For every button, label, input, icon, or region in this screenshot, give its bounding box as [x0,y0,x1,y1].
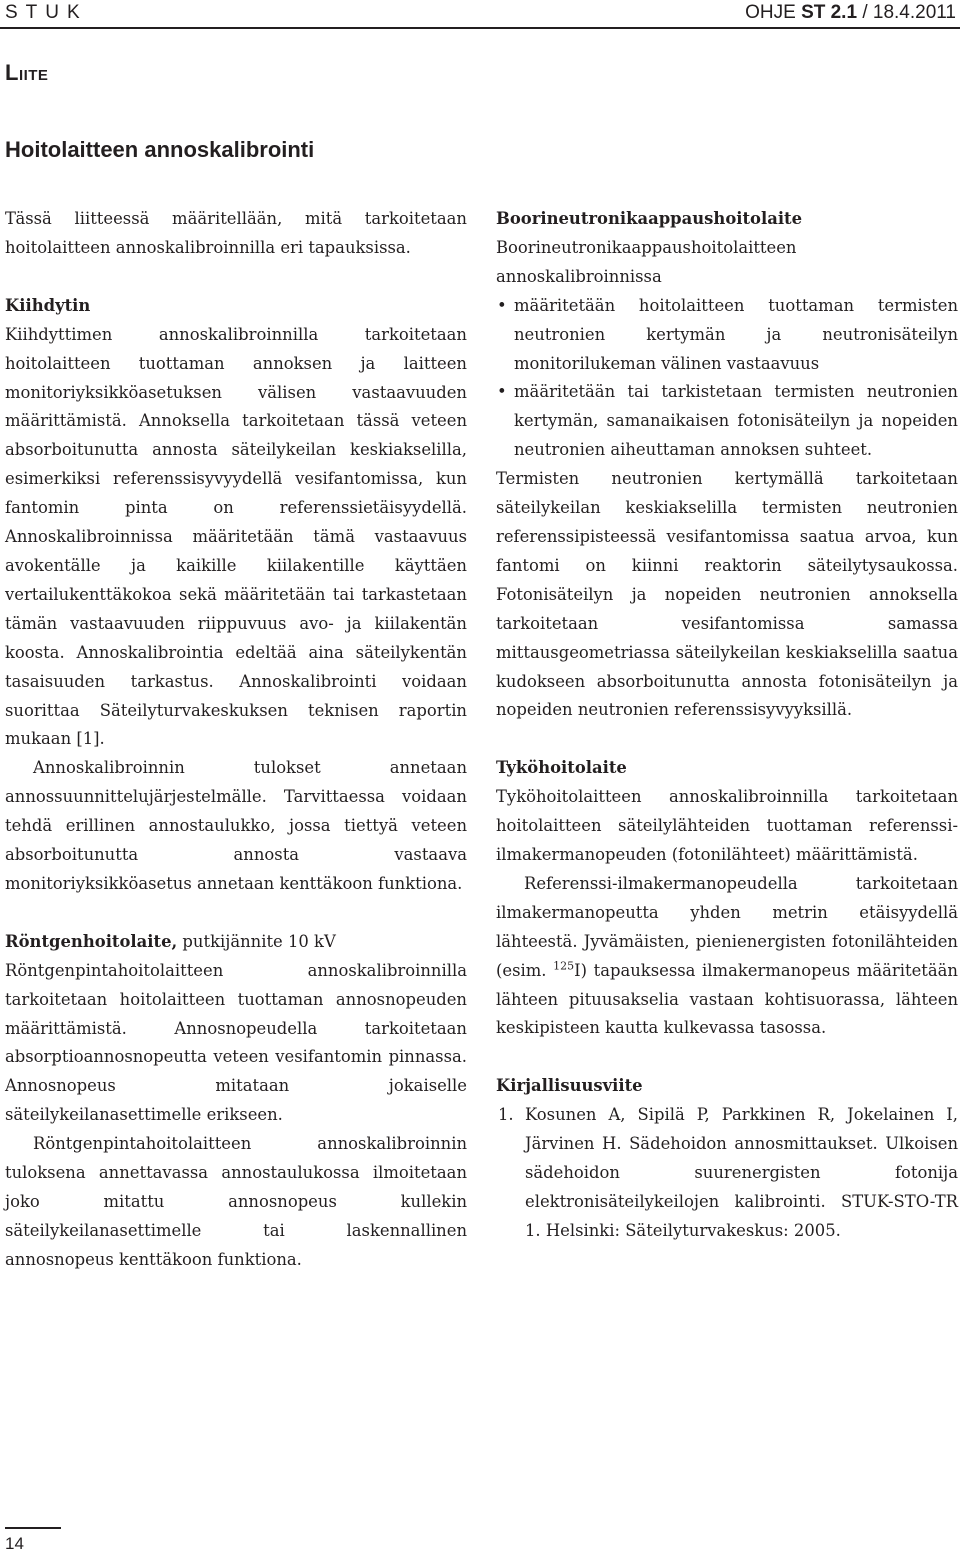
footer-rule [5,1527,61,1529]
intro-paragraph: Tässä liitteessä määritellään, mitä tarkoitetaan hoitolaitteen annoskalibroinnilla eri tapauksissa. [5,209,467,257]
header-rule [0,27,960,29]
reference-item [496,1101,958,1246]
references-heading: Kirjallisuusviite [496,1076,643,1096]
rontgen-paragraph-2: Röntgenpintahoitolaitteen annoskalibroinnin tuloksena annettavassa annostaulukossa ilmoitetaan joko mitattu annosnopeus kullekin säteilykeilanasettimelle tai laskennallinen annosnopeus kenttäkoon funktiona. [5,1134,467,1269]
guide-date: / 18.4.2011 [857,2,956,23]
guide-reference [745,2,956,24]
rontgen-heading-rest: putkijännite 10 kV [177,931,336,951]
reference-list [496,1101,958,1246]
rontgen-heading-bold: Röntgenhoitolaite, [5,931,178,951]
appendix-label: Liite [5,60,49,85]
boori-lead: Boorineutronikaappaushoitolaitteen annoskalibroinnissa [496,237,797,286]
kiihdytin-heading: Kiihdytin [5,295,91,315]
boori-bullet-list [496,292,958,465]
stuk-brand: STUK [5,2,88,23]
tyko-paragraph-2-start: Referenssi-ilmakermanopeudella tarkoitetaan ilmakermanopeutta yhden metrin etäisyydellä lähteestä. Jyvämäisten, pienienergisten fotonilähteiden (esim. [496,873,958,980]
reference-number: 1. [498,1105,514,1125]
page-title: Hoitolaitteen annoskalibrointi [5,137,315,162]
boori-heading: Boorineutronikaappaushoitolaite [496,209,803,228]
right-column [496,205,958,1246]
kiihdytin-paragraph-1: Kiihdyttimen annoskalibroinnilla tarkoitetaan hoitolaitteen tuottaman annoksen ja laitteen monitoriyksikköasetuksen välisen vastaavuuden määrittämistä. Annoksella tarkoitetaan tässä veteen absorboitunutta annosta säteilykeilan keskiakselilla, esimerkiksi referenssisyvyydellä vesifantomissa, kun fantomin pinta on referenssietäisyydellä. Annoskalibroinnissa määritetään tämä vastaavuus avokentälle ja kaikille kiilakentille käyttäen vertailukenttäkokoa sekä määritetään tai tarkastetaan tämän vastaavuuden riippuvuus avo- ja kiilakentän koosta. Annoskalibrointia edeltää aina säteilykentän tasaisuuden tarkastus. Annoskalibrointi voidaan suorittaa Säteilyturvakeskuksen teknisen raportin mukaan [1]. [5,324,467,749]
tyko-heading: Tyköhoitolaite [496,758,627,778]
rontgen-heading [5,928,467,957]
tyko-paragraph-2-end: I) tapauksessa ilmakermanopeus määritetään lähteen pituusakselia vastaan kohtisuorassa, lähteen keskipisteen kautta kulkevassa tasossa. [496,960,958,1038]
boori-paragraph: Termisten neutronien kertymällä tarkoitetaan säteilykeilan keskiakselilla termisten neutronien referenssipisteessä vesifantomissa saatua arvoa, kun fantomi on kiinni reaktorin säteilytysaukossa. Fotonisäteilyn ja nopeiden neutronien annoksella tarkoitetaan vesifantomissa samassa mittausgeometriassa säteilykeilan keskiakselilla saatua kudokseen absorboitunutta annosta fotonisäteilyn ja nopeiden neutronien referenssisyvyyksillä. [496,469,958,720]
isotope-mass-number: 125 [553,959,575,973]
tyko-paragraph-1: Tyköhoitolaitteen annoskalibroinnilla tarkoitetaan hoitolaitteen säteilylähteiden tuottaman referenssi-ilmakermanopeuden (fotonilähteet) määrittämistä. [496,787,958,865]
page-header [0,0,960,26]
list-item: • määritetään hoitolaitteen tuottaman termisten neutronien kertymän ja neutronisäteilyn monitorilukeman välinen vastaavuus [496,292,958,379]
left-column [5,205,467,1275]
rontgen-paragraph-1: Röntgenpintahoitolaitteen annoskalibroinnilla tarkoitetaan hoitolaitteen tuottaman annosnopeuden määrittämistä. Annosnopeudella tarkoitetaan absorptioannosnopeutta veteen vesifantomin pinnassa. Annosnopeus mitataan jokaiselle säteilykeilanasettimelle erikseen. [5,960,467,1125]
list-item: • määritetään tai tarkistetaan termisten neutronien kertymän, samanaikaisen fotonisäteilyn ja nopeiden neutronien aiheuttaman annoksen suhteet. [496,378,958,465]
page-number: 14 [5,1534,24,1553]
guide-prefix: OHJE [745,2,802,23]
reference-text: Kosunen A, Sipilä P, Parkkinen R, Jokelainen I, Järvinen H. Sädehoidon annosmittaukset. Ulkoisen sädehoidon suurenergisten fotonija elektronisäteilykeilojen kalibrointi. STUK-STO-TR 1. Helsinki: Säteilyturvakeskus: 2005. [525,1105,958,1240]
guide-code: ST 2.1 [801,2,858,23]
tyko-paragraph-2 [496,870,958,1043]
kiihdytin-paragraph-2: Annoskalibroinnin tulokset annetaan annossuunnittelujärjestelmälle. Tarvittaessa voidaan tehdä erillinen annostaulukko, jossa tiettyä veteen absorboitunutta annosta vastaava monitoriyksikköasetus annetaan kenttäkoon funktiona. [5,758,467,893]
